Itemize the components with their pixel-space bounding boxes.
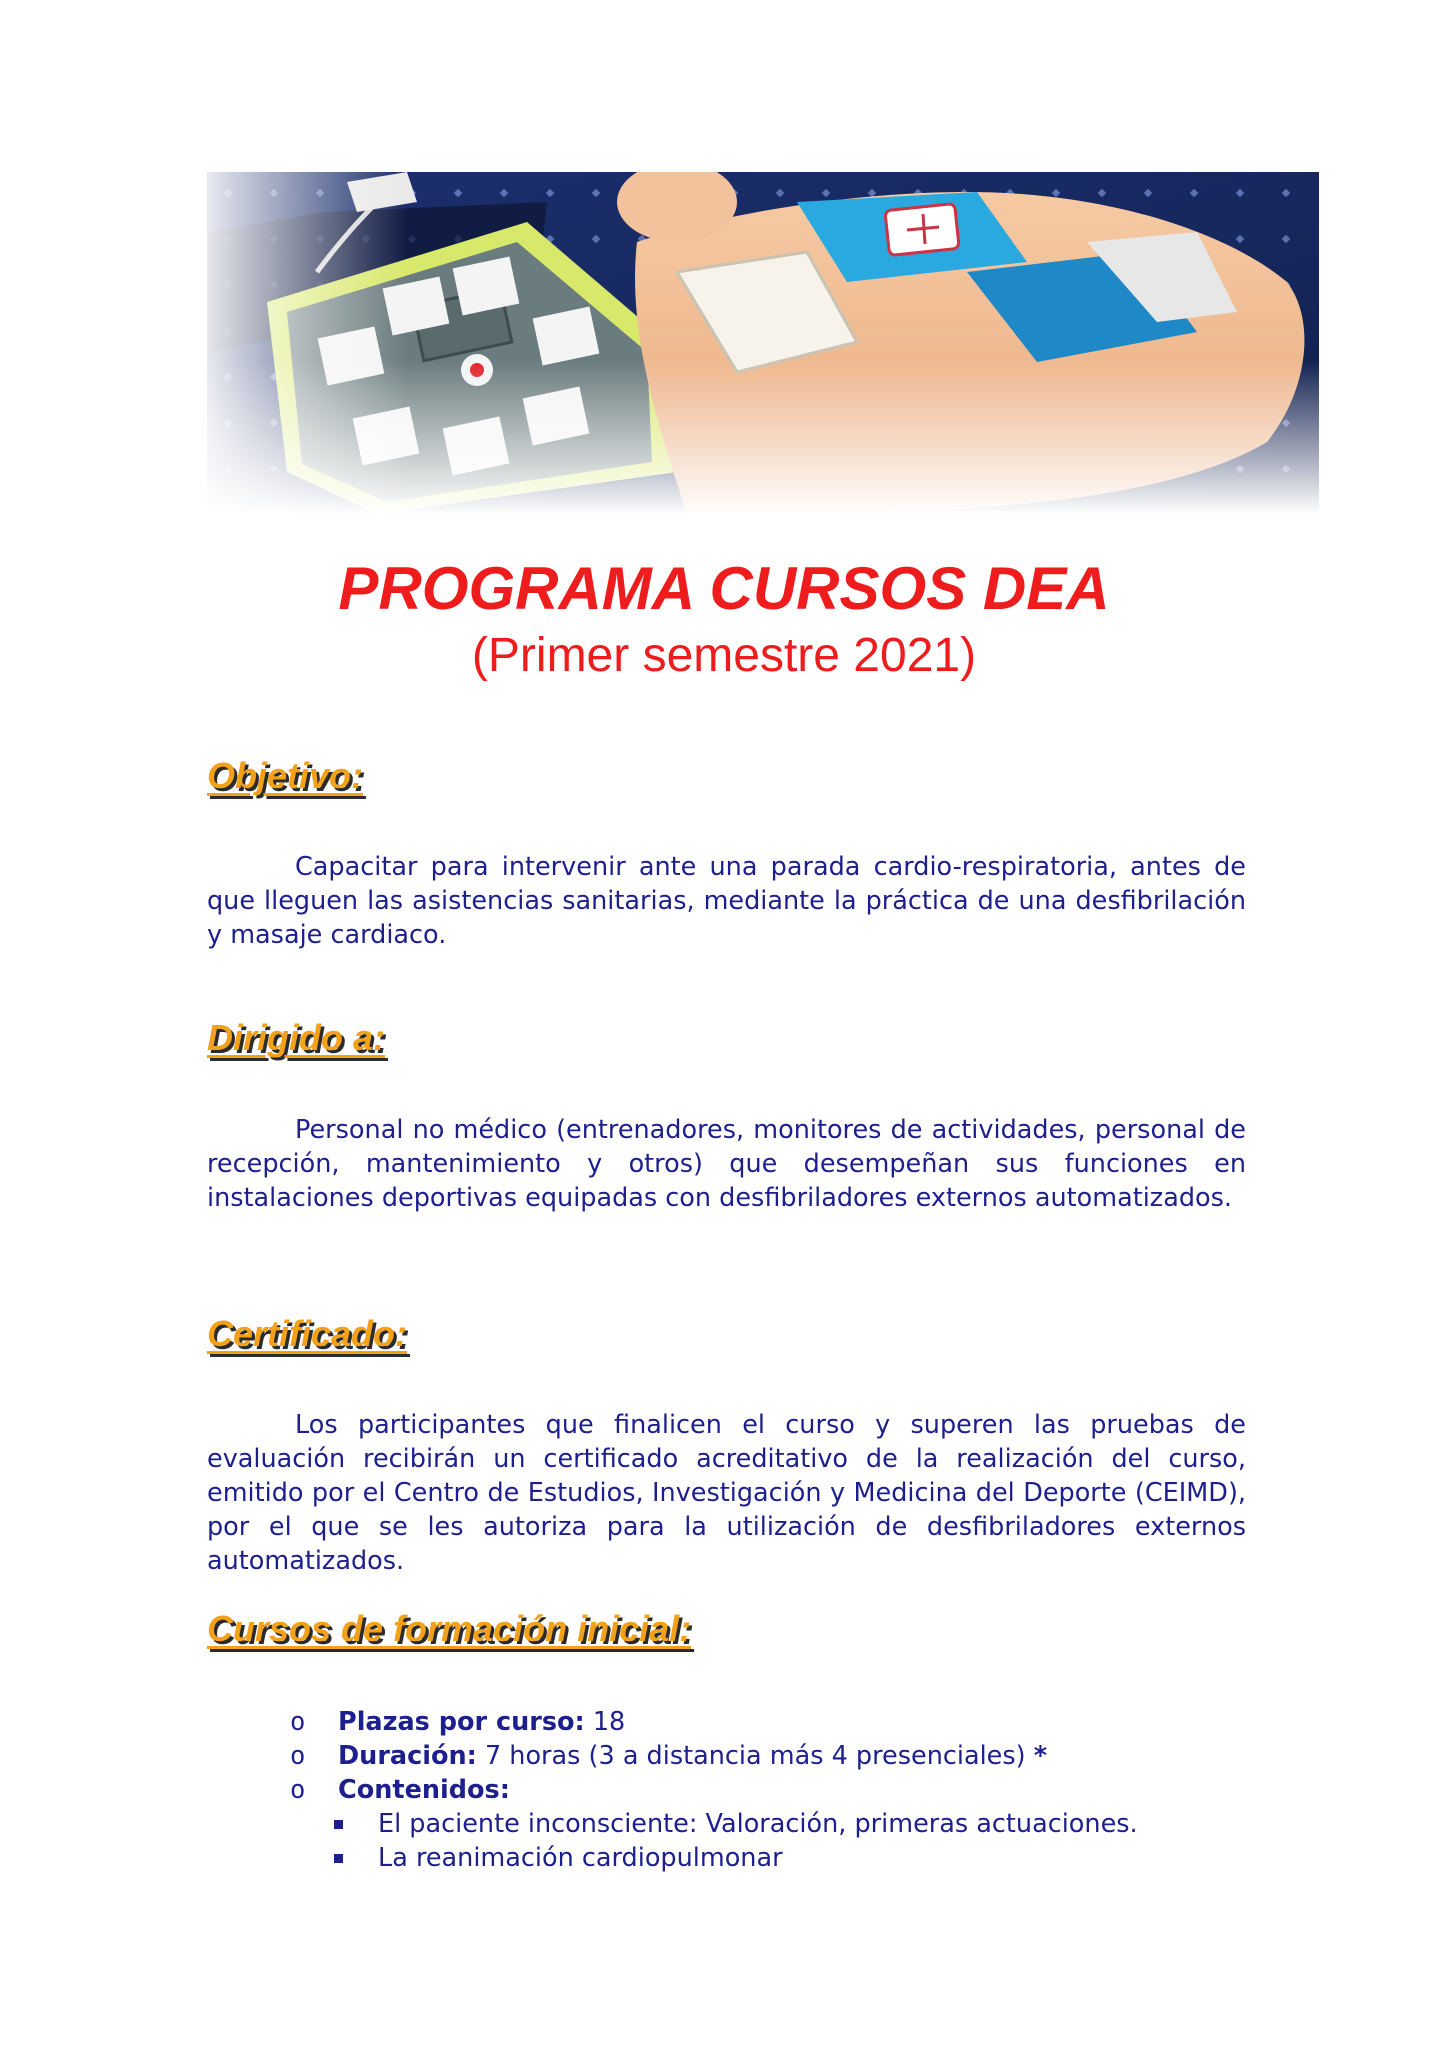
- contenidos-label: Contenidos:: [338, 1775, 510, 1805]
- hero-image-aed-training: [207, 172, 1319, 514]
- section-heading-certificado: Certificado:: [207, 1313, 408, 1354]
- section-heading-objetivo: Objetivo:: [207, 755, 364, 796]
- contenido-text: El paciente inconsciente: Valoración, primeras actuaciones.: [378, 1809, 1138, 1839]
- square-bullet-icon: [334, 1820, 343, 1829]
- list-item-contenido: [290, 1841, 1290, 1875]
- contenidos-sublist: [290, 1807, 1290, 1875]
- list-item-duracion: [290, 1739, 1290, 1773]
- circle-bullet-icon: o: [290, 1775, 306, 1805]
- section-text-certificado: Los participantes que finalicen el curso y superen las pruebas de evaluación recibirán un certificado acreditativo de la realización del curso, emitido por el Centro de Estudios, Investigación y Medicina del Deporte (CEIMD), por el que se les autoriza para la utilización de desfibriladores externos automatizados.: [207, 1410, 1246, 1576]
- page-title: PROGRAMA CURSOS DEA: [338, 555, 1110, 622]
- circle-bullet-icon: o: [290, 1707, 306, 1737]
- section-text-dirigido: Personal no médico (entrenadores, monitores de actividades, personal de recepción, mantenimiento y otros) que desempeñan sus funciones en instalaciones deportivas equipadas con desfibriladores externos automatizados.: [207, 1115, 1246, 1213]
- circle-bullet-icon: o: [290, 1741, 306, 1771]
- contenido-text: La reanimación cardiopulmonar: [378, 1843, 783, 1873]
- plazas-label: Plazas por curso:: [338, 1707, 585, 1737]
- section-heading-dirigido: Dirigido a:: [207, 1017, 385, 1058]
- page-subtitle: (Primer semestre 2021): [471, 629, 977, 682]
- list-item-contenidos: [290, 1773, 1290, 1807]
- duracion-value: 7 horas (3 a distancia más 4 presenciales): [476, 1741, 1034, 1771]
- plazas-value: 18: [584, 1707, 626, 1737]
- list-item-plazas: [290, 1705, 1290, 1739]
- title-block: [0, 556, 1448, 686]
- course-details-list: [290, 1705, 1290, 1875]
- section-text-objetivo: Capacitar para intervenir ante una parada cardio-respiratoria, antes de que lleguen las asistencias sanitarias, mediante la práctica de una desfibrilación y masaje cardiaco.: [207, 852, 1246, 950]
- contenidos-sublist-wrapper: [290, 1807, 1290, 1875]
- duracion-label: Duración:: [338, 1741, 477, 1771]
- list-item-contenido: [290, 1807, 1290, 1841]
- square-bullet-icon: [334, 1854, 343, 1863]
- duracion-asterisk: *: [1033, 1741, 1048, 1771]
- section-heading-cursos: Cursos de formación inicial:: [207, 1608, 692, 1649]
